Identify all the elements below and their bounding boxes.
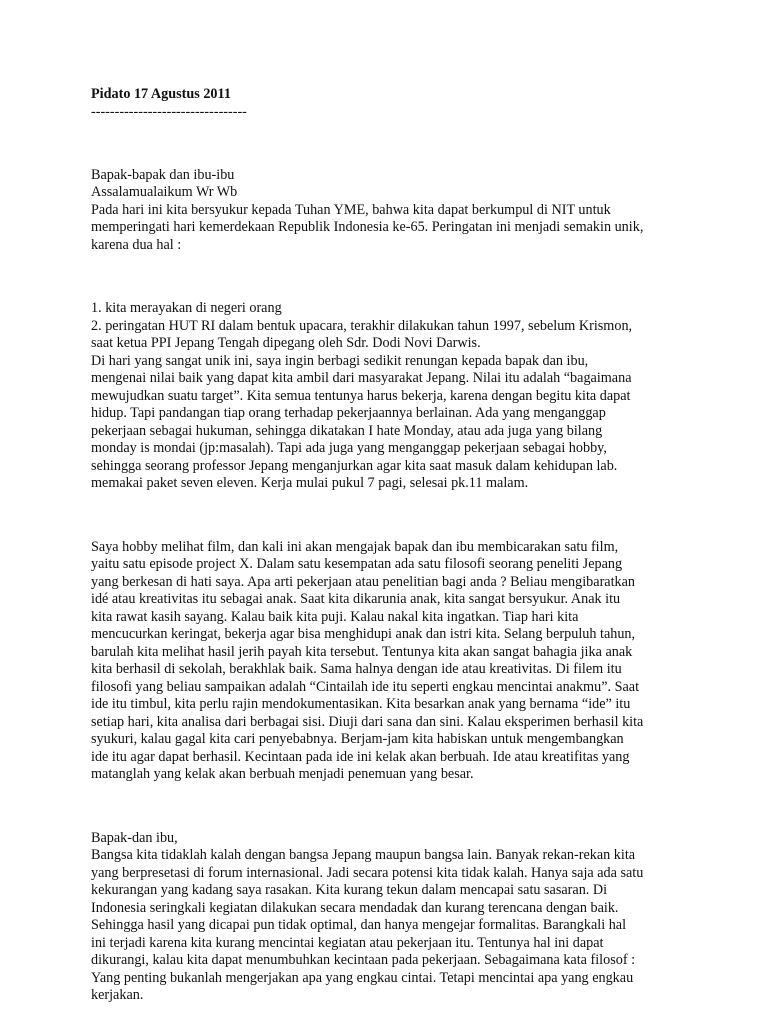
text-line: Bapak-bapak dan ibu-ibu [91,166,235,183]
text-line: pekerjaan sebagai hukuman, sehingga dikatakan I hate Monday, atau ada juga yang bilang [91,422,603,439]
title-underline-rule: --------------------------------- [91,103,247,120]
paragraph-gap [91,135,691,153]
document-title: Pidato 17 Agustus 2011 [91,86,231,102]
text-line: kerjakan. [91,987,144,1003]
text-line: hidup. Tapi pandangan tiap orang terhadap pekerjaannya berlainan. Ada yang menganggap [91,405,606,422]
text-line: barulah kita melihat hasil jerih payah kita tersebut. Tentunya kita akan sangat bahagia jika anak [91,643,633,660]
text-line: Bangsa kita tidaklah kalah dengan bangsa Jepang maupun bangsa lain. Banyak rekan-rekan kita [91,847,636,863]
text-line: mencucurkan keringat, bekerja agar bisa menghidupi anak dan istri kita. Selang berpuluh tahun, [91,626,636,643]
text-line: 1. kita merayakan di negeri orang [91,300,282,317]
text-line: kekurangan yang kadang saya rasakan. Kita kurang tekun dalam mencapai satu sasaran. Di [91,882,608,898]
paragraph-gap [91,507,691,525]
text-line: monday is mondai (jp:masalah). Tapi ada juga yang menganggap pekerjaan sebagai hobby, [91,440,607,457]
text-line: setiap hari, kita analisa dari berbagai sisi. Diuji dari sana dan sini. Kalau eksperimen berhasil kita [91,713,644,730]
text-line: ide itu agar dapat berhasil. Kecintaan pada ide ini kelak akan berbuah. Ide atau kreatifitas yang [91,748,630,765]
text-line: yang berpresetasi di forum internasional. Jadi secara potensi kita tidak kalah. Hanya saja ada satu [91,864,644,881]
text-line: filosofi yang beliau sampaikan adalah “Cintailah ide itu seperti engkau mencintai anakmu”. Saat [91,678,640,695]
text-line: idé atau kreativitas itu sebagai anak. Saat kita dikarunia anak, kita sangat bersyukur. Anak itu [91,591,621,608]
text-line: memakai paket seven eleven. Kerja mulai pukul 7 pagi, selesai pk.11 malam. [91,475,529,492]
text-line: karena dua hal : [91,236,182,253]
text-line: Indonesia seringkali kegiatan dilakukan secara mendadak dan kurang terencana dengan baik. [91,899,619,916]
text-line: Bapak-dan ibu, [91,829,178,846]
document-body [91,135,691,1004]
text-line: Pada hari ini kita bersyukur kepada Tuhan YME, bahwa kita dapat berkumpul di NIT untuk [91,201,611,218]
text-line: Di hari yang sangat unik ini, saya ingin berbagi sedikit renungan kepada bapak dan ibu, [91,352,589,369]
text-line: syukuri, kalau gagal kita cari penyebabnya. Berjam-jam kita habiskan untuk mengembangkan [91,731,624,748]
text-line: ide itu timbul, kita perlu rajin mendokumentasikan. Kita besarkan anak yang bernama “ide” itu [91,696,631,713]
text-line: kita rawat kasih sayang. Kalau baik kita puji. Kalau nakal kita ingatkan. Tiap hari kita [91,608,579,625]
document-page [91,86,691,1005]
text-line: yaitu satu episode project X. Dalam satu kesempatan ada satu filosofi seorang peneliti Jepang [91,556,623,573]
paragraph-gap [91,798,691,816]
paragraph-gap [91,269,691,287]
text-line: yang berkesan di hati saya. Apa arti pekerjaan atau penelitian bagi anda ? Beliau mengibaratkan [91,573,636,590]
text-line: ini terjadi karena kita kurang mencintai kegiatan atau pekerjaan itu. Tentunya hal ini dapat [91,934,604,951]
text-line: matanglah yang kelak akan berbuah menjadi penemuan yang besar. [91,766,474,783]
text-line: Sehingga hasil yang dicapai pun tidak optimal, dan hanya mengejar formalitas. Barangkali hal [91,917,627,933]
text-line: dikurangi, kalau kita dapat menumbuhkan kecintaan pada pekerjaan. Sebagaimana kata filosof : [91,952,636,968]
text-line: memperingati hari kemerdekaan Republik Indonesia ke-65. Peringatan ini menjadi semakin unik, [91,219,644,236]
text-line: sehingga seorang professor Jepang menganjurkan agar kita saat masuk dalam kehidupan lab. [91,457,618,474]
text-line: saat ketua PPI Jepang Tengah dipegang oleh Sdr. Dodi Novi Darwis. [91,335,481,352]
text-line: Saya hobby melihat film, dan kali ini akan mengajak bapak dan ibu membicarakan satu film, [91,538,619,555]
text-line: Assalamualaikum Wr Wb [91,184,238,201]
text-line: mengenai nilai baik yang dapat kita ambil dari masyarakat Jepang. Nilai itu adalah “bagaimana [91,370,632,387]
text-line: mewujudkan suatu target”. Kita semua tentunya harus bekerja, karena dengan begitu kita dapat [91,387,631,404]
text-line: kita berhasil di sekolah, berakhlak baik. Sama halnya dengan ide atau kreativitas. Di filem itu [91,661,622,678]
text-line: 2. peringatan HUT RI dalam bentuk upacara, terakhir dilakukan tahun 1997, sebelum Krismon, [91,317,633,334]
text-line: Yang penting bukanlah mengerjakan apa yang engkau cintai. Tetapi mencintai apa yang engkau [91,969,634,986]
